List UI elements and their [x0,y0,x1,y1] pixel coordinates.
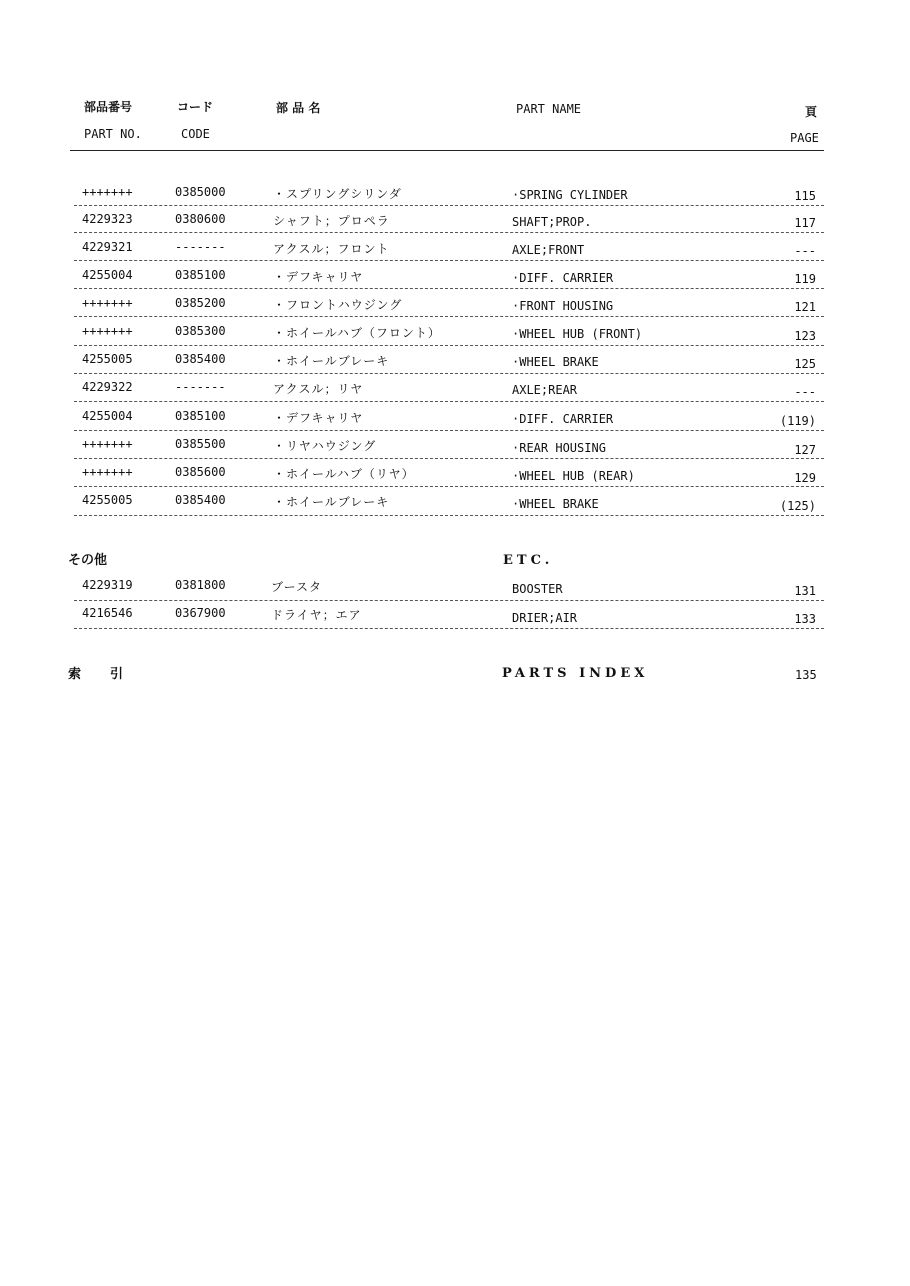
row-divider [74,345,824,346]
etc-section-title-jp: その他 [68,553,108,568]
part-name-jp: ドライヤ；エア [271,608,362,622]
part-name-jp: ・ホイールハブ（フロント） [273,326,441,340]
page-number: --- [794,244,816,258]
part-name-en: ·DIFF. CARRIER [512,271,614,285]
row-divider [74,205,824,206]
part-name-jp: アクスル；フロント [273,242,390,256]
row-divider [74,260,824,261]
code: 0385500 [175,437,226,451]
table-row [0,212,910,240]
row-divider [74,486,824,487]
part-name-en: BOOSTER [512,582,563,596]
part-name-en: ·FRONT HOUSING [512,299,614,313]
part-name-en: ·WHEEL BRAKE [512,355,599,369]
index-page-number: 135 [795,668,817,682]
table-row [0,268,910,296]
part-no: +++++++ [82,296,133,310]
part-no-en-header: PART NO. [84,127,142,141]
row-divider [74,373,824,374]
part-name-jp: ブースタ [271,580,323,594]
code-jp-header: コード [177,100,214,114]
part-no: +++++++ [82,185,133,199]
part-name-jp: ・デフキャリヤ [273,270,364,284]
part-name-jp: ・スプリングシリンダ [273,187,402,201]
part-name-en: ·DIFF. CARRIER [512,412,614,426]
row-divider [74,458,824,459]
part-no-jp-header: 部品番号 [84,100,133,114]
code: 0381800 [175,578,226,592]
part-name-jp: シャフト；プロペラ [273,214,390,228]
index-section-title-en: PARTS INDEX [502,666,649,681]
code: 0385100 [175,268,226,282]
code: 0385000 [175,185,226,199]
page-number: (119) [779,414,816,428]
page-number: 115 [794,189,816,203]
row-divider [74,515,824,516]
row-divider [74,401,824,402]
code-en-header: CODE [181,127,210,141]
part-no: 4229321 [82,240,133,254]
part-name-en-header: PART NAME [516,102,582,116]
part-name-jp: ・ホイールブレーキ [273,354,390,368]
page-number: 129 [794,471,816,485]
page-number: 117 [794,216,816,230]
part-no: +++++++ [82,437,133,451]
table-row [0,493,910,521]
table-row [0,240,910,268]
part-name-en: SHAFT;PROP. [512,215,592,229]
page-number: --- [794,385,816,399]
part-no: 4229323 [82,212,133,226]
page-number: 125 [794,357,816,371]
table-row [0,324,910,352]
part-name-jp: ・ホイールハブ（リヤ） [273,467,415,481]
part-name-en: ·WHEEL BRAKE [512,497,599,511]
code: ------- [175,380,226,394]
part-name-jp-header: 部 品 名 [276,101,321,115]
page-number: 133 [794,612,816,626]
part-no: 4255004 [82,268,133,282]
code: 0380600 [175,212,226,226]
table-row [0,409,910,437]
page-number: 131 [794,584,816,598]
page-en-header: PAGE [790,131,819,145]
page-number: 119 [794,272,816,286]
code: 0367900 [175,606,226,620]
table-row [0,296,910,324]
code: 0385200 [175,296,226,310]
page-jp-header: 頁 [805,105,818,119]
table-row [0,380,910,408]
part-name-en: ·WHEEL HUB (REAR) [512,469,635,483]
part-name-en: AXLE;REAR [512,383,578,397]
row-divider [74,288,824,289]
index-section-title-jp: 索 引 [68,667,132,682]
table-row [0,352,910,380]
part-name-jp: ・デフキャリヤ [273,411,364,425]
part-name-en: ·REAR HOUSING [512,441,606,455]
page-number: 127 [794,443,816,457]
part-name-en: AXLE;FRONT [512,243,585,257]
code: 0385400 [175,493,226,507]
part-no: 4229322 [82,380,133,394]
part-name-jp: ・リヤハウジング [273,439,377,453]
header-rule [70,150,824,151]
table-row [0,465,910,493]
part-name-en: ·SPRING CYLINDER [512,188,628,202]
part-no: 4229319 [82,578,133,592]
part-no: +++++++ [82,465,133,479]
part-no: 4255004 [82,409,133,423]
part-name-en: ·WHEEL HUB (FRONT) [512,327,643,341]
row-divider [74,232,824,233]
table-row [0,185,910,213]
part-no: 4216546 [82,606,133,620]
code: 0385100 [175,409,226,423]
part-name-en: DRIER;AIR [512,611,578,625]
page-number: (125) [779,499,816,513]
table-row [0,578,910,606]
page-number: 123 [794,329,816,343]
part-name-jp: アクスル；リヤ [273,382,364,396]
row-divider [74,628,824,629]
etc-section-title-en: ETC. [503,553,554,568]
code: ------- [175,240,226,254]
code: 0385300 [175,324,226,338]
part-no: +++++++ [82,324,133,338]
part-name-jp: ・ホイールブレーキ [273,495,390,509]
table-row [0,606,910,634]
page-number: 121 [794,300,816,314]
row-divider [74,600,824,601]
row-divider [74,430,824,431]
part-name-jp: ・フロントハウジング [273,298,403,312]
code: 0385600 [175,465,226,479]
part-no: 4255005 [82,493,133,507]
row-divider [74,316,824,317]
part-no: 4255005 [82,352,133,366]
table-row [0,437,910,465]
code: 0385400 [175,352,226,366]
